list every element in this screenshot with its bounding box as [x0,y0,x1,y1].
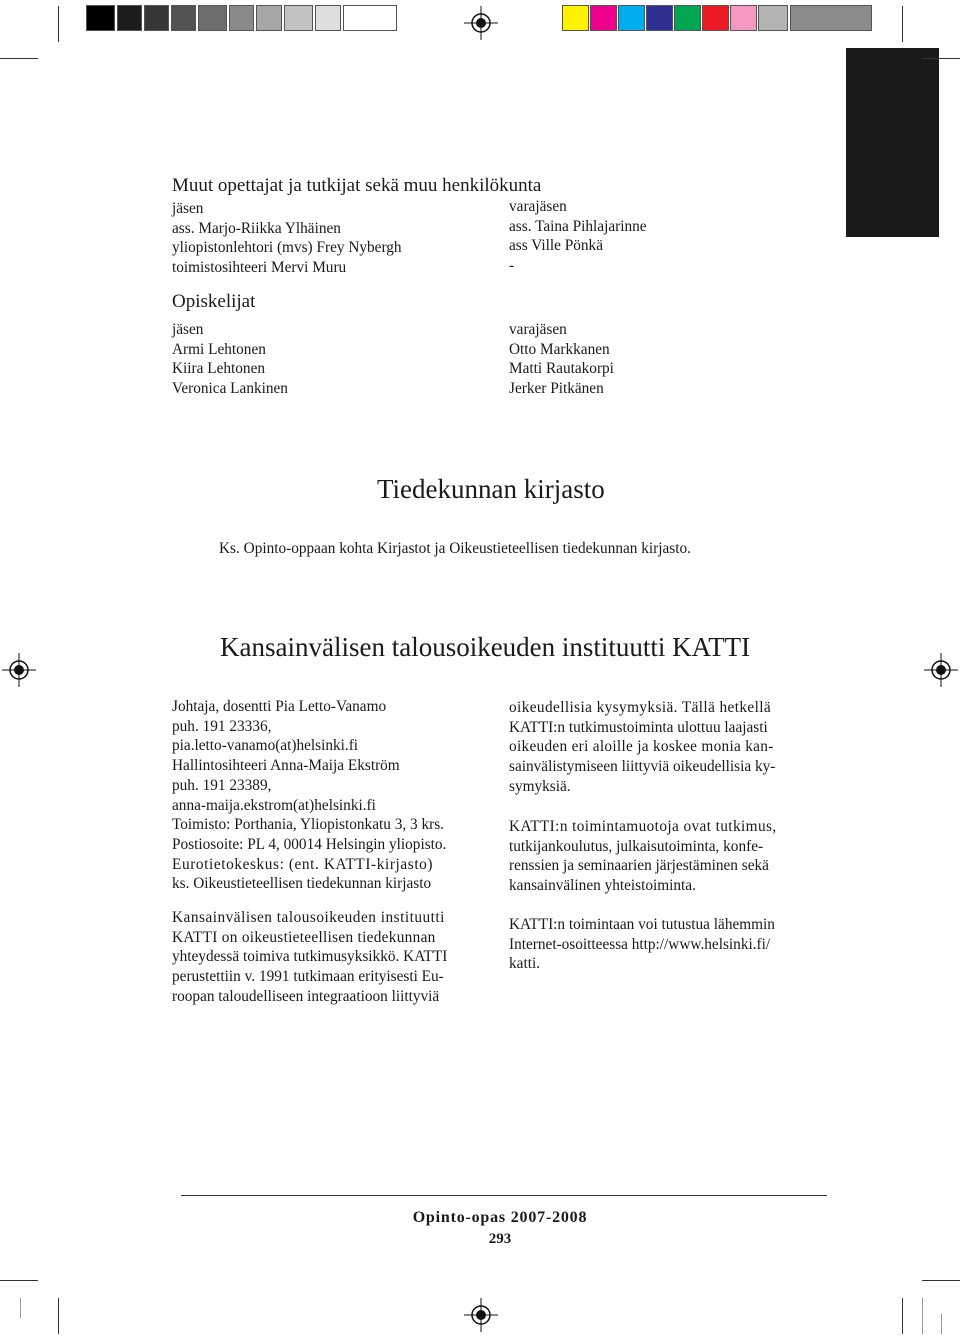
library-title: Tiedekunnan kirjasto [377,474,605,504]
para-line: KATTI on oikeustieteellisen tiedekunnan [172,928,436,946]
staff-right-line: ass. Taina Pihlajarinne [509,217,647,235]
crop-mark [0,1280,38,1281]
color-swatch [646,5,673,31]
contact-line: puh. 191 23336, [172,717,272,735]
registration-mark-icon [924,653,958,687]
crop-mark [922,1280,960,1281]
para-line: Internet-osoitteessa http://www.helsinki.fi/ [509,935,771,953]
staff-left-line: ass. Marjo-Riikka Ylhäinen [172,219,341,237]
gray-swatch [256,5,282,31]
contact-line: Toimisto: Porthania, Yliopistonkatu 3, 3 krs. [172,816,444,834]
staff-heading: Muut opettajat ja tutkijat sekä muu henkilökunta [172,175,542,196]
contact-line: Eurotietokeskus: (ent. KATTI-kirjasto) [172,855,434,873]
crop-mark [58,1298,59,1334]
color-swatch [758,5,788,31]
gray-swatch [144,5,169,31]
footer-rule [181,1195,827,1196]
staff-right-line: varajäsen [509,198,567,215]
gray-swatch [171,5,196,31]
para-line: Kansainvälisen talousoikeuden instituutti [172,909,445,926]
page-number: 293 [488,1231,512,1247]
staff-left-line: jäsen [172,200,204,217]
para-line: kansainvälinen yhteistoiminta. [509,877,696,895]
staff-left-column [172,199,402,278]
color-swatch [790,5,872,31]
color-swatch [730,5,757,31]
para-line: renssien ja seminaarien järjestäminen sekä [509,857,769,875]
katti-right-paragraph-2 [509,817,817,896]
gray-swatch [315,5,341,31]
staff-right-line: - [509,257,515,275]
para-line: KATTI:n toimintamuotoja ovat tutkimus, [509,818,777,835]
para-line: KATTI:n tutkimustoiminta ulottuu laajasti [509,718,768,736]
katti-contact [172,697,480,894]
contact-line: anna-maija.ekstrom(at)helsinki.fi [172,796,376,814]
katti-right-paragraph-3 [509,915,817,974]
students-left-line: jäsen [172,321,204,338]
staff-right-column [509,197,647,276]
registration-mark-icon [464,1298,498,1332]
para-line: perustettiin v. 1991 tutkimaan erityisesti Eu- [172,968,444,986]
contact-line: Postiosoite: PL 4, 00014 Helsingin yliopisto. [172,835,447,853]
students-right-line: varajäsen [509,321,567,338]
color-swatch [562,5,589,31]
para-line: yhteydessä toimiva tutkimusyksikkö. KATTI [172,948,448,966]
para-line: sainvälistymiseen liittyviä oikeudellisia ky- [509,758,776,776]
crop-mark [0,58,38,59]
color-swatch [590,5,617,31]
contact-line: Hallintosihteeri Anna-Maija Ekström [172,757,400,775]
katti-title: Kansainvälisen talousoikeuden instituutti KATTI [220,632,751,662]
para-line: roopan taloudelliseen integraatioon liittyviä [172,987,440,1005]
crop-mark [902,1298,903,1334]
color-swatch [674,5,701,31]
para-line: symyksiä. [509,777,571,795]
contact-line: puh. 191 23389, [172,776,272,794]
corner-mark [922,1298,942,1334]
katti-intro-paragraph [172,908,480,1007]
crop-mark [902,6,903,42]
para-line: tutkijankoulutus, julkaisutoiminta, konfe- [509,837,764,855]
footer-title: Opinto-opas 2007-2008 [412,1209,588,1226]
corner-mark [20,1298,40,1334]
contact-line: Johtaja, dosentti Pia Letto-Vanamo [172,698,387,715]
gray-swatch [229,5,254,31]
students-right-line: Matti Rautakorpi [509,360,614,378]
library-text: Ks. Opinto-oppaan kohta Kirjastot ja Oikeustieteellisen tiedekunnan kirjasto. [219,540,691,557]
color-swatch [702,5,729,31]
contact-line: ks. Oikeustieteellisen tiedekunnan kirjasto [172,875,432,893]
gray-swatch [198,5,227,31]
students-left-column [172,320,288,399]
para-line: katti. [509,955,541,973]
para-line: oikeuden eri aloille ja koskee monia kan- [509,738,774,756]
gray-swatch [117,5,142,31]
crop-mark [922,58,960,59]
students-left-line: Armi Lehtonen [172,340,266,358]
students-right-line: Jerker Pitkänen [509,380,604,398]
color-swatch [618,5,645,31]
para-line: oikeudellisia kysymyksiä. Tällä hetkellä [509,699,772,716]
staff-left-line: toimistosihteeri Mervi Muru [172,259,347,277]
staff-right-line: ass Ville Pönkä [509,237,603,255]
gray-swatch [284,5,313,31]
students-right-line: Otto Markkanen [509,340,610,358]
registration-mark-icon [464,6,498,40]
students-heading: Opiskelijat [172,291,256,312]
crop-mark [58,6,59,42]
contact-line: pia.letto-vanamo(at)helsinki.fi [172,737,359,755]
registration-mark-icon [2,653,36,687]
thumb-index-tab [846,48,939,237]
students-left-line: Kiira Lehtonen [172,360,266,378]
katti-right-paragraph-1 [509,698,817,797]
staff-left-line: yliopistonlehtori (mvs) Frey Nybergh [172,239,402,257]
gray-swatch [343,5,397,31]
para-line: KATTI:n toimintaan voi tutustua lähemmin [509,916,775,933]
gray-swatch [86,5,115,31]
students-left-line: Veronica Lankinen [172,380,288,398]
students-right-column [509,320,614,399]
